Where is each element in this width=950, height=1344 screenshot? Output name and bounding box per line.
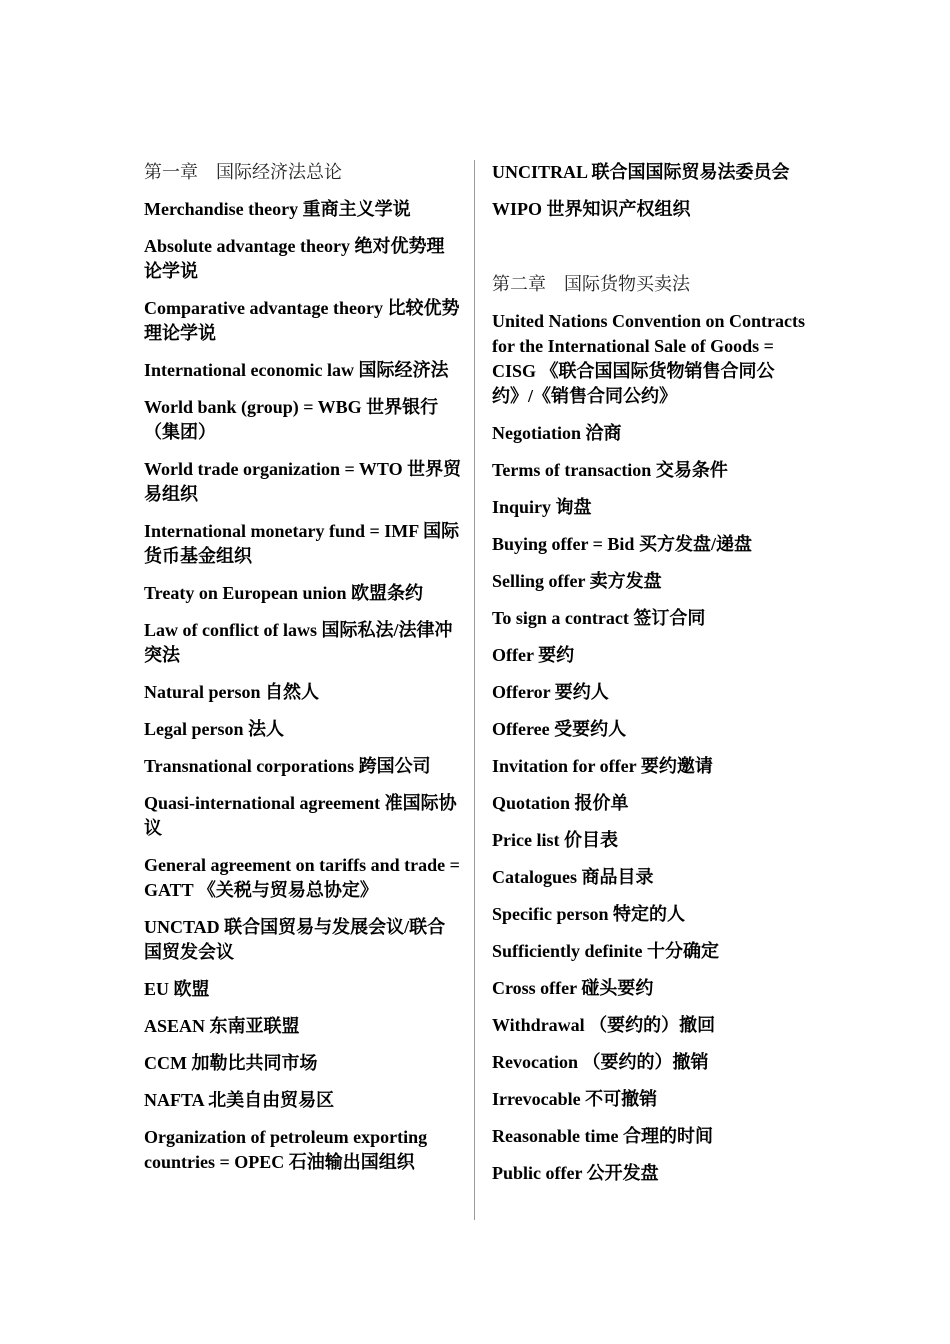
section-spacer	[492, 234, 810, 272]
glossary-term: Inquiry 询盘	[492, 497, 592, 517]
glossary-term: Comparative advantage theory 比较优势理论学说	[144, 298, 460, 343]
glossary-term: Reasonable time 合理的时间	[492, 1126, 713, 1146]
chapter-1-heading: 第一章 国际经济法总论	[144, 162, 342, 182]
glossary-term: NAFTA 北美自由贸易区	[144, 1090, 335, 1110]
glossary-term: UNCTAD 联合国贸易与发展会议/联合国贸发会议	[144, 917, 446, 962]
glossary-term: World bank (group) = WBG 世界银行（集团）	[144, 397, 439, 442]
glossary-term: To sign a contract 签订合同	[492, 608, 706, 628]
glossary-term: United Nations Convention on Contracts for the International Sale of Goods = CISG 《联合国国际货物销售合同公约》/《销售合同公约》	[492, 311, 806, 406]
glossary-term: Negotiation 洽商	[492, 423, 622, 443]
glossary-term: Revocation （要约的）撤销	[492, 1052, 709, 1072]
chapter-2-heading: 第二章 国际货物买卖法	[492, 274, 690, 294]
glossary-term: Transnational corporations 跨国公司	[144, 756, 431, 776]
glossary-term: Quotation 报价单	[492, 793, 629, 813]
glossary-term: WIPO 世界知识产权组织	[492, 199, 691, 219]
glossary-term: CCM 加勒比共同市场	[144, 1053, 318, 1073]
glossary-term: Legal person 法人	[144, 719, 285, 739]
glossary-term: UNCITRAL 联合国国际贸易法委员会	[492, 162, 790, 182]
glossary-term: EU 欧盟	[144, 979, 210, 999]
glossary-term: Buying offer = Bid 买方发盘/递盘	[492, 534, 752, 554]
glossary-term: Absolute advantage theory 绝对优势理论学说	[144, 236, 445, 281]
glossary-term: Terms of transaction 交易条件	[492, 460, 728, 480]
glossary-term: International economic law 国际经济法	[144, 360, 449, 380]
glossary-term: Specific person 特定的人	[492, 904, 685, 924]
glossary-term: World trade organization = WTO 世界贸易组织	[144, 459, 462, 504]
glossary-term: Cross offer 碰头要约	[492, 978, 654, 998]
glossary-term: Offeree 受要约人	[492, 719, 627, 739]
column-divider	[474, 160, 475, 1220]
glossary-term: Sufficiently definite 十分确定	[492, 941, 719, 961]
glossary-term: Price list 价目表	[492, 830, 618, 850]
glossary-term: Natural person 自然人	[144, 682, 319, 702]
glossary-term: Invitation for offer 要约邀请	[492, 756, 713, 776]
glossary-term: ASEAN 东南亚联盟	[144, 1016, 300, 1036]
glossary-term: Law of conflict of laws 国际私法/法律冲突法	[144, 620, 453, 665]
glossary-term: Quasi-international agreement 准国际协议	[144, 793, 457, 838]
glossary-term: General agreement on tariffs and trade = GATT 《关税与贸易总协定》	[144, 855, 460, 900]
glossary-term: Withdrawal （要约的）撤回	[492, 1015, 716, 1035]
glossary-term: Irrevocable 不可撤销	[492, 1089, 658, 1109]
glossary-term: Public offer 公开发盘	[492, 1163, 659, 1183]
glossary-term: Merchandise theory 重商主义学说	[144, 199, 411, 219]
glossary-term: Organization of petroleum exporting countries = OPEC 石油输出国组织	[144, 1127, 428, 1172]
glossary-term: International monetary fund = IMF 国际货币基金组织	[144, 521, 460, 566]
glossary-term: Catalogues 商品目录	[492, 867, 654, 887]
glossary-term: Offeror 要约人	[492, 682, 609, 702]
glossary-term: Selling offer 卖方发盘	[492, 571, 662, 591]
right-column	[492, 160, 810, 1198]
left-column	[144, 160, 462, 1187]
glossary-term: Offer 要约	[492, 645, 575, 665]
glossary-term: Treaty on European union 欧盟条约	[144, 583, 424, 603]
